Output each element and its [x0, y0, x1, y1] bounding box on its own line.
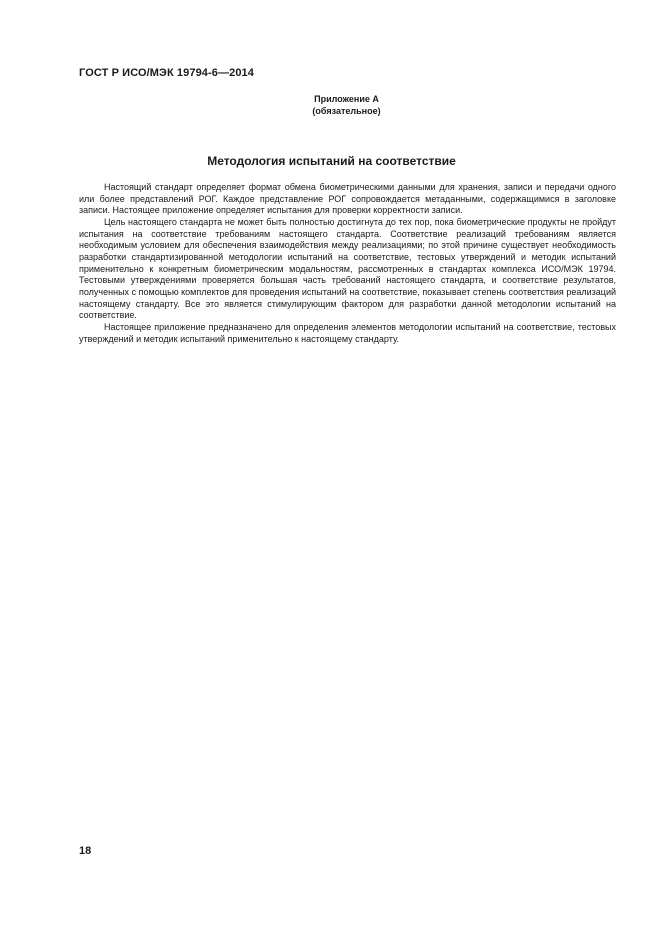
page-number: 18: [79, 845, 92, 857]
annex-heading: [290, 93, 403, 117]
annex-title: Приложение А: [314, 94, 379, 104]
paragraph: Цель настоящего стандарта не может быть полностью достигнута до тех пор, пока биометрические продукты не пройдут испытания на соответствие требованиям настоящего стандарта. Соответствие реализаций требованиям является необходимым условием для обеспечения взаимодействия между реализациями; по этой причине существует необходимость разработки стандартизированной методологии испытаний на соответствие, тестовых утверждений и методик испытаний применительно к конкретным биометрическим модальностям, рассмотренных в стандартах комплекса ИСО/МЭК 19794. Тестовыми утверждениями проверяется большая часть требований настоящего стандарта, и соответствие результатов, полученных с помощью комплектов для проведения испытаний на соответствие, показывает степень соответствия реализаций настоящему стандарту. Все это является стимулирующим фактором для разработки данной методологии испытаний на соответствие.: [79, 216, 616, 321]
section-title: Методология испытаний на соответствие: [207, 154, 456, 168]
document-header: ГОСТ Р ИСО/МЭК 19794-6—2014: [79, 67, 254, 79]
annex-status: (обязательное): [312, 106, 381, 116]
paragraph: Настоящее приложение предназначено для определения элементов методологии испытаний на соответствие, тестовых утверждений и методик испытаний применительно к настоящему стандарту.: [79, 321, 616, 344]
body-text: [79, 182, 616, 345]
paragraph: Настоящий стандарт определяет формат обмена биометрическими данными для хранения, записи и передачи одного или более представлений РОГ. Каждое представление РОГ сопровождается метаданными, содержащимися в заголовке записи. Настоящее приложение определяет испытания для проверки корректности записи.: [79, 182, 616, 216]
